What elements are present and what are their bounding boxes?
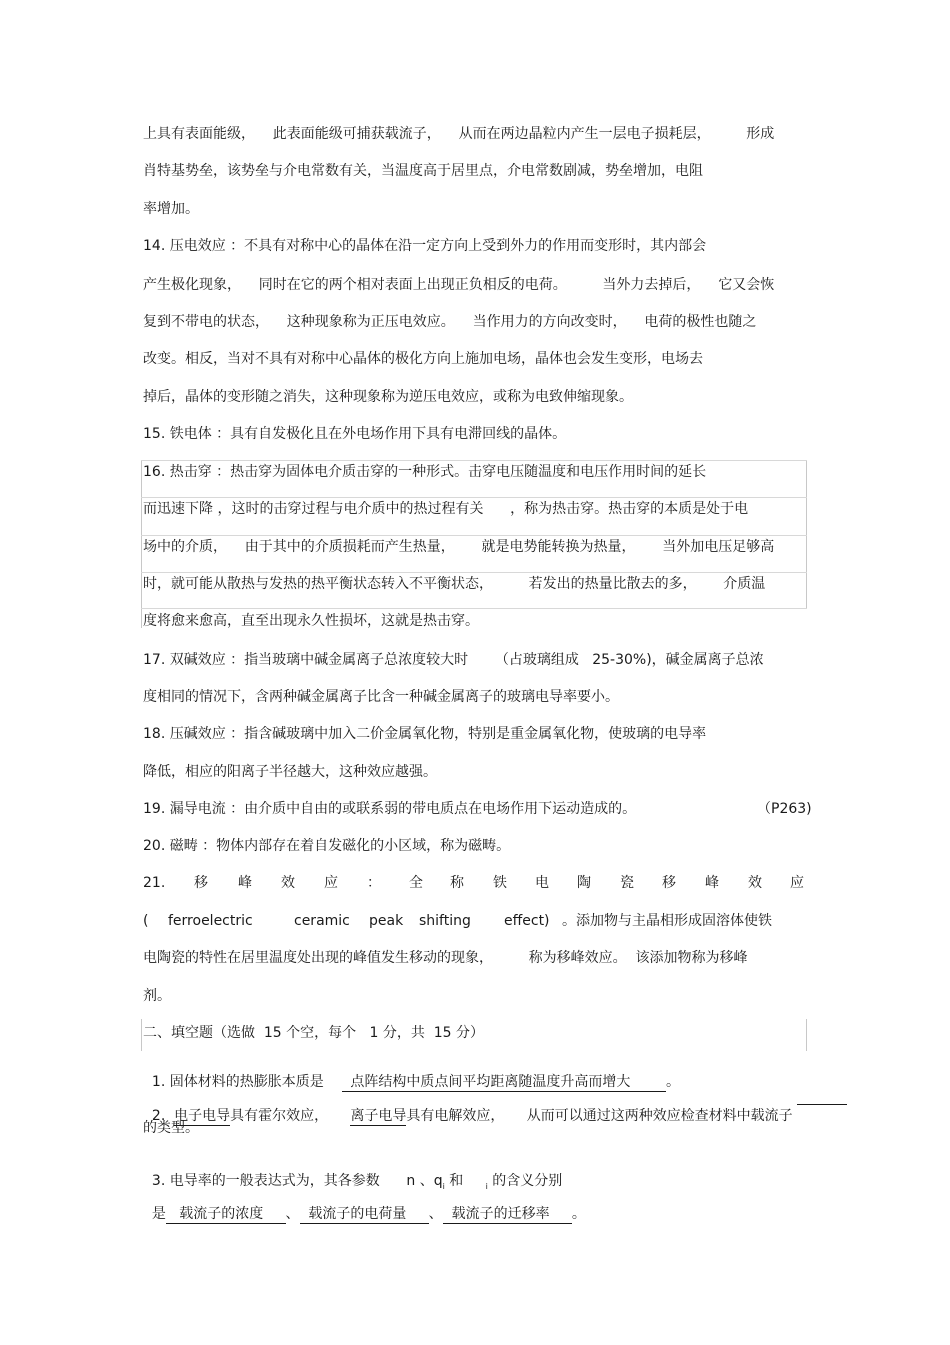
text-line: 率增加。 (143, 201, 199, 217)
answer-blank: 电子电导 (174, 1108, 231, 1124)
text-line: 降低，相应的阳离子半径越大，这种效应越强。 (143, 764, 437, 780)
justified-char: 铁 (493, 875, 507, 891)
page-reference: （P263) (757, 801, 812, 817)
term-pressure-alkali: 18. 压碱效应 ：指含碱玻璃中加入二价金属氧化物，特别是重金属氧化物，使玻璃的电导率 (143, 726, 707, 742)
text-line: 剂。 (143, 988, 171, 1004)
term-piezoelectric: 14. 压电效应 ：不具有对称中心的晶体在沿一定方向上受到外力的作用而变形时，其内部会 (143, 238, 707, 254)
question-text: 具有霍尔效应， (230, 1108, 351, 1124)
justified-char: 称 (450, 875, 464, 891)
question-text: 和 (444, 1173, 486, 1189)
answer-underline (797, 1104, 847, 1105)
english-term: shifting (419, 913, 471, 929)
justified-char: 效 (748, 875, 762, 891)
justified-char: 移 (662, 875, 676, 891)
subscript: i (442, 1181, 445, 1191)
english-term: ( (143, 913, 149, 929)
text-line: 肖特基势垒，该势垒与介电常数有关，当温度高于居里点，介电常数剧减，势垒增加，电阻 (143, 163, 703, 179)
text-line: 复到不带电的状态， 这种现象称为正压电效应。 当作用力的方向改变时， 电荷的极性也随之 (143, 314, 757, 330)
text-line: 场中的介质， 由于其中的介质损耗而产生热量， 就是电势能转换为热量， 当外加电压足够高 (143, 539, 775, 555)
text-line: 而迅速下降 ，这时的击穿过程与电介质中的热过程有关 ，称为热击穿。热击穿的本质是处于电 (143, 501, 749, 517)
answer-blank: 点阵结构中质点间平均距离随温度升高而增大 (341, 1074, 667, 1090)
question-text: 具有电解效应， 从而可以通过这两种效应检查材料中载流子 (406, 1108, 793, 1124)
justified-char: 应 (790, 875, 804, 891)
term-ferroelectric: 15. 铁电体 ：具有自发极化且在外电场作用下具有电滞回线的晶体。 (143, 426, 567, 442)
answer-blank: 载流子的迁移率 (442, 1206, 572, 1222)
term-mixed-alkali: 17. 双碱效应 ：指当玻璃中碱金属离子总浓度较大时 （占玻璃组成 25-30%)，碱金属离子总浓 (143, 652, 764, 668)
term-thermal-breakdown: 16. 热击穿 ：热击穿为固体电介质击穿的一种形式。击穿电压随温度和电压作用时间的延长 (143, 464, 707, 480)
text-line: 改变。相反，当对不具有对称中心晶体的极化方向上施加电场，晶体也会发生变形，电场去 (143, 351, 703, 367)
question-text: 的类型。 (143, 1120, 199, 1136)
box-row-divider (141, 572, 807, 573)
question-text: 的含义分别 (487, 1173, 563, 1189)
answer-blank: 载流子的电荷量 (299, 1206, 429, 1222)
justified-char: 应 (324, 875, 338, 891)
question-text: 是 (151, 1206, 166, 1222)
box-border-top (141, 460, 807, 461)
justified-char: ： (367, 875, 381, 891)
term-leakage-current: 19. 漏导电流 ：由介质中自由的或联系弱的带电质点在电场作用下运动造成的。 (143, 801, 637, 817)
question-text: 。 (666, 1074, 681, 1090)
question-text: 。 (571, 1206, 586, 1222)
question-number: 2. (151, 1108, 175, 1124)
justified-char: 峰 (238, 875, 252, 891)
box-border-left (141, 1019, 142, 1051)
question-3 (143, 1151, 563, 1191)
question-text: 3. 电导率的一般表达式为，其各参数 n 、q (151, 1173, 443, 1189)
text-line: 产生极化现象， 同时在它的两个相对表面上出现正负相反的电荷。 当外力去掉后， 它又会恢 (143, 277, 775, 293)
justified-char: 瓷 (620, 875, 634, 891)
english-term: ferroelectric (168, 913, 253, 929)
box-row-divider (141, 497, 807, 498)
box-row-divider (141, 535, 807, 536)
question-text: 1. 固体材料的热膨胀本质是 (151, 1074, 342, 1090)
box-row-divider (141, 608, 807, 609)
separator: 、 (428, 1206, 443, 1222)
question-2 (143, 1086, 793, 1124)
justified-char: 电 (535, 875, 549, 891)
english-term: peak (369, 913, 404, 929)
box-border-left (141, 460, 142, 628)
box-border-right (806, 1019, 807, 1051)
subscript: i (485, 1181, 488, 1191)
text-line: 上具有表面能级， 此表面能级可捕获载流子， 从而在两边晶粒内产生一层电子损耗层， 形成 (143, 126, 775, 142)
separator: 、 (285, 1206, 300, 1222)
text-line: 度将愈来愈高，直至出现永久性损坏，这就是热击穿。 (143, 613, 479, 629)
term-magnetic-domain: 20. 磁畴 ：物体内部存在着自发磁化的小区域，称为磁畴。 (143, 838, 511, 854)
justified-char: 效 (281, 875, 295, 891)
justified-char: 陶 (577, 875, 591, 891)
box-border-right (806, 460, 807, 608)
answer-blank: 离子电导 (350, 1108, 407, 1124)
answer-blank: 载流子的浓度 (165, 1206, 286, 1222)
section-title: 二、填空题（选做 15 个空，每个 1 分，共 15 分） (143, 1025, 485, 1041)
justified-char: 峰 (705, 875, 719, 891)
english-term: effect) (504, 913, 550, 929)
question-1 (143, 1052, 681, 1090)
term-peak-shift-number: 21. (143, 875, 166, 891)
justified-char: 全 (409, 875, 423, 891)
text-line: 。添加物与主晶相形成固溶体使铁 (562, 913, 772, 929)
text-line: 时，就可能从散热与发热的热平衡状态转入不平衡状态， 若发出的热量比散去的多， 介质温 (143, 576, 766, 592)
justified-char: 移 (194, 875, 208, 891)
text-line: 掉后，晶体的变形随之消失，这种现象称为逆压电效应，或称为电致伸缩现象。 (143, 389, 633, 405)
english-term: ceramic (294, 913, 350, 929)
text-line: 电陶瓷的特性在居里温度处出现的峰值发生移动的现象， 称为移峰效应。 该添加物称为移峰 (143, 950, 748, 966)
text-line: 度相同的情况下，含两种碱金属离子比含一种碱金属离子的玻璃电导率要小。 (143, 689, 619, 705)
